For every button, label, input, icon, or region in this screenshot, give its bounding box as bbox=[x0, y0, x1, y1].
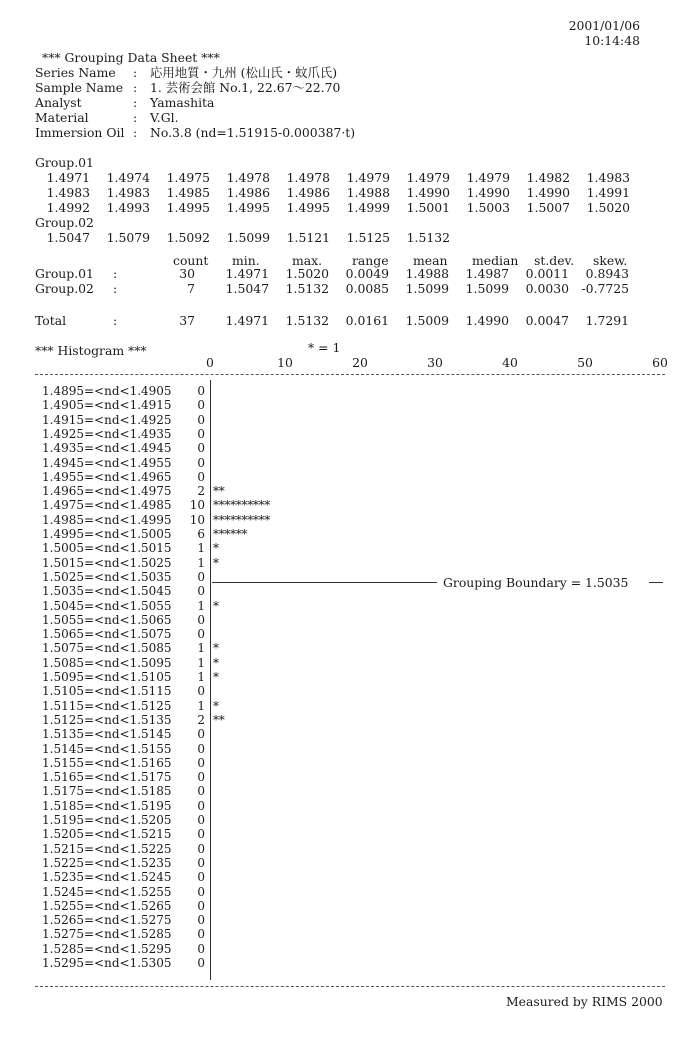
histogram-tick-label: 0 bbox=[206, 355, 214, 370]
group-value: 1.5020 bbox=[586, 200, 630, 215]
histogram-bin-range: 1.4925=<nd<1.4935 bbox=[42, 426, 172, 441]
stats-total-cell: 1.5132 bbox=[285, 313, 329, 328]
group-value: 1.4990 bbox=[466, 185, 510, 200]
info-sep: : bbox=[133, 80, 138, 95]
stats-total-cell: 37 bbox=[179, 313, 195, 328]
grouping-boundary-tail bbox=[649, 582, 663, 583]
divider-top bbox=[35, 374, 665, 375]
histogram-bin-range: 1.5005=<nd<1.5015 bbox=[42, 541, 172, 556]
histogram-bin-range: 1.5185=<nd<1.5195 bbox=[42, 798, 172, 813]
group-value: 1.4975 bbox=[166, 170, 210, 185]
histogram-bin-range: 1.5155=<nd<1.5165 bbox=[42, 755, 172, 770]
histogram-bin-count: 1 bbox=[197, 655, 205, 670]
histogram-bin-count: 0 bbox=[197, 841, 205, 856]
stats-cell: 1.5132 bbox=[285, 281, 329, 296]
stats-header: st.dev. bbox=[534, 253, 575, 268]
group-value: 1.4990 bbox=[406, 185, 450, 200]
stats-header: min. bbox=[232, 253, 260, 268]
histogram-bin-range: 1.4995=<nd<1.5005 bbox=[42, 527, 172, 541]
footer-note: Measured by RIMS 2000 bbox=[506, 994, 663, 1009]
histogram-bin-count: 6 bbox=[197, 527, 205, 541]
histogram-bin-count: 0 bbox=[197, 770, 205, 785]
histogram-bar: * bbox=[213, 641, 219, 656]
stats-total-cell: 0.0161 bbox=[345, 313, 389, 328]
histogram-bin-range: 1.5035=<nd<1.5045 bbox=[42, 584, 172, 599]
histogram-bin-range: 1.5165=<nd<1.5175 bbox=[42, 770, 172, 785]
histogram-bin-count: 0 bbox=[197, 898, 205, 913]
histogram-bin-range: 1.5015=<nd<1.5025 bbox=[42, 555, 172, 570]
histogram-bin-count: 0 bbox=[197, 469, 205, 484]
group-value: 1.4993 bbox=[106, 200, 150, 215]
histogram-bin-range: 1.4915=<nd<1.4925 bbox=[42, 412, 172, 427]
histogram-bar: ****** bbox=[213, 527, 248, 541]
histogram-bar: * bbox=[213, 655, 219, 670]
histogram-bin-count: 0 bbox=[197, 455, 205, 470]
histogram-bar: * bbox=[213, 670, 219, 684]
group-value: 1.5125 bbox=[346, 230, 390, 245]
grouping-boundary-line bbox=[212, 582, 437, 583]
histogram-bin-count: 1 bbox=[197, 555, 205, 570]
histogram-axis-line bbox=[210, 380, 211, 980]
histogram-bin-count: 0 bbox=[197, 441, 205, 456]
group-value: 1.4986 bbox=[226, 185, 270, 200]
histogram-bin-range: 1.5265=<nd<1.5275 bbox=[42, 913, 172, 928]
stats-total-cell: 1.5009 bbox=[405, 313, 449, 328]
stats-cell: 1.4971 bbox=[225, 266, 269, 281]
stats-cell: 1.5047 bbox=[225, 281, 269, 296]
histogram-bin-count: 0 bbox=[197, 941, 205, 956]
histogram-bin-range: 1.5075=<nd<1.5085 bbox=[42, 641, 172, 656]
histogram-bin-count: 0 bbox=[197, 426, 205, 441]
histogram-bin-count: 1 bbox=[197, 641, 205, 656]
histogram-bin-range: 1.5295=<nd<1.5305 bbox=[42, 956, 172, 970]
histogram-bin-count: 1 bbox=[197, 670, 205, 684]
group-value: 1.4988 bbox=[346, 185, 390, 200]
group-value: 1.4995 bbox=[286, 200, 330, 215]
histogram-tick-label: 30 bbox=[427, 355, 443, 370]
histogram-bin-range: 1.5025=<nd<1.5035 bbox=[42, 569, 172, 584]
stats-header: max. bbox=[292, 253, 323, 268]
group-value: 1.4992 bbox=[46, 200, 90, 215]
histogram-scale-note: * = 1 bbox=[308, 340, 341, 355]
histogram-bin-count: 0 bbox=[197, 755, 205, 770]
info-sep: : bbox=[133, 65, 138, 80]
histogram-bar: * bbox=[213, 541, 219, 556]
histogram-bin-count: 0 bbox=[197, 884, 205, 899]
histogram-bin-range: 1.5055=<nd<1.5065 bbox=[42, 612, 172, 627]
histogram-tick-label: 50 bbox=[577, 355, 593, 370]
group-value: 1.5099 bbox=[226, 230, 270, 245]
histogram-bin-count: 10 bbox=[189, 512, 205, 527]
histogram-bin-count: 0 bbox=[197, 384, 205, 398]
group-value: 1.5121 bbox=[286, 230, 330, 245]
histogram-bin-range: 1.4905=<nd<1.4915 bbox=[42, 398, 172, 413]
group-value: 1.5001 bbox=[406, 200, 450, 215]
histogram-bin-range: 1.5095=<nd<1.5105 bbox=[42, 670, 172, 684]
histogram-bin-range: 1.5245=<nd<1.5255 bbox=[42, 884, 172, 899]
histogram-bin-count: 1 bbox=[197, 698, 205, 713]
histogram-bin-count: 0 bbox=[197, 913, 205, 928]
histogram-bin-range: 1.5115=<nd<1.5125 bbox=[42, 698, 172, 713]
group-value: 1.5132 bbox=[406, 230, 450, 245]
group-value: 1.5047 bbox=[46, 230, 90, 245]
stats-total-cell: 1.7291 bbox=[585, 313, 629, 328]
histogram-bin-count: 2 bbox=[197, 484, 205, 499]
histogram-bin-count: 1 bbox=[197, 598, 205, 613]
group-value: 1.4982 bbox=[526, 170, 570, 185]
histogram-bin-count: 0 bbox=[197, 741, 205, 756]
histogram-bin-range: 1.4975=<nd<1.4985 bbox=[42, 498, 172, 513]
histogram-bin-count: 0 bbox=[197, 813, 205, 827]
stats-cell: 0.0011 bbox=[525, 266, 569, 281]
stats-header: range bbox=[352, 253, 389, 268]
stats-row-sep: : bbox=[113, 266, 118, 281]
histogram-bin-range: 1.4935=<nd<1.4945 bbox=[42, 441, 172, 456]
histogram-bin-range: 1.5205=<nd<1.5215 bbox=[42, 827, 172, 842]
histogram-bin-count: 10 bbox=[189, 498, 205, 513]
histogram-bin-count: 1 bbox=[197, 541, 205, 556]
histogram-bin-range: 1.5255=<nd<1.5265 bbox=[42, 898, 172, 913]
histogram-bin-count: 0 bbox=[197, 412, 205, 427]
group-value: 1.5092 bbox=[166, 230, 210, 245]
info-label-sample: Sample Name bbox=[35, 80, 124, 95]
group-value: 1.4999 bbox=[346, 200, 390, 215]
stats-cell: 30 bbox=[179, 266, 195, 281]
stats-cell: 7 bbox=[187, 281, 195, 296]
histogram-bin-range: 1.5195=<nd<1.5205 bbox=[42, 813, 172, 827]
stats-cell: 1.5020 bbox=[285, 266, 329, 281]
stats-cell: 1.4987 bbox=[465, 266, 509, 281]
stats-cell: 1.5099 bbox=[405, 281, 449, 296]
histogram-title: *** Histogram *** bbox=[35, 343, 147, 358]
histogram-bin-count: 2 bbox=[197, 712, 205, 727]
histogram-bar: * bbox=[213, 698, 219, 713]
group-value: 1.5003 bbox=[466, 200, 510, 215]
sheet-title: *** Grouping Data Sheet *** bbox=[42, 50, 220, 65]
histogram-bin-range: 1.5045=<nd<1.5055 bbox=[42, 598, 172, 613]
stats-header: mean bbox=[413, 253, 448, 268]
stats-cell: 0.8943 bbox=[585, 266, 629, 281]
histogram-bin-count: 0 bbox=[197, 684, 205, 699]
histogram-bar: * bbox=[213, 555, 219, 570]
info-value-oil: No.3.8 (nd=1.51915-0.000387·t) bbox=[150, 125, 356, 140]
histogram-bin-count: 0 bbox=[197, 956, 205, 970]
group-value: 1.4990 bbox=[526, 185, 570, 200]
info-sep: : bbox=[133, 125, 138, 140]
group-value: 1.4983 bbox=[46, 185, 90, 200]
report-date: 2001/01/06 bbox=[568, 18, 640, 33]
info-sep: : bbox=[133, 95, 138, 110]
histogram-bin-count: 0 bbox=[197, 627, 205, 642]
histogram-bin-count: 0 bbox=[197, 569, 205, 584]
histogram-bin-range: 1.5175=<nd<1.5185 bbox=[42, 784, 172, 799]
histogram-bar: ** bbox=[213, 484, 225, 499]
group-value: 1.4971 bbox=[46, 170, 90, 185]
group-name: Group.02 bbox=[35, 215, 94, 230]
report-time: 10:14:48 bbox=[584, 33, 640, 48]
histogram-bin-range: 1.5105=<nd<1.5115 bbox=[42, 684, 172, 699]
group-value: 1.4986 bbox=[286, 185, 330, 200]
histogram-bin-count: 0 bbox=[197, 398, 205, 413]
histogram-bin-range: 1.5145=<nd<1.5155 bbox=[42, 741, 172, 756]
histogram-bin-range: 1.5275=<nd<1.5285 bbox=[42, 927, 172, 942]
stats-cell: 1.4988 bbox=[405, 266, 449, 281]
stats-header: skew. bbox=[593, 253, 628, 268]
stats-cell: 0.0030 bbox=[525, 281, 569, 296]
histogram-bin-count: 0 bbox=[197, 827, 205, 842]
histogram-bar: ** bbox=[213, 712, 225, 727]
histogram-bin-count: 0 bbox=[197, 927, 205, 942]
histogram-tick-label: 60 bbox=[652, 355, 668, 370]
stats-cell: 0.0085 bbox=[345, 281, 389, 296]
histogram-tick-label: 10 bbox=[277, 355, 293, 370]
group-value: 1.5007 bbox=[526, 200, 570, 215]
info-value-material: V.Gl. bbox=[150, 110, 179, 125]
histogram-bin-range: 1.5285=<nd<1.5295 bbox=[42, 941, 172, 956]
histogram-bin-range: 1.4985=<nd<1.4995 bbox=[42, 512, 172, 527]
histogram-bin-range: 1.4955=<nd<1.4965 bbox=[42, 469, 172, 484]
stats-row-sep: : bbox=[113, 281, 118, 296]
info-label-series: Series Name bbox=[35, 65, 116, 80]
stats-total-label: Total bbox=[35, 313, 67, 328]
histogram-bin-range: 1.5215=<nd<1.5225 bbox=[42, 841, 172, 856]
group-value: 1.4983 bbox=[586, 170, 630, 185]
histogram-bin-count: 0 bbox=[197, 727, 205, 742]
group-value: 1.5079 bbox=[106, 230, 150, 245]
info-value-sample: 1. 芸術会館 No.1, 22.67～22.70 bbox=[150, 80, 341, 95]
stats-header: median bbox=[472, 253, 519, 268]
stats-cell: -0.7725 bbox=[581, 281, 629, 296]
stats-total-sep: : bbox=[113, 313, 118, 328]
histogram-bar: ********** bbox=[213, 498, 271, 513]
histogram-bin-range: 1.5235=<nd<1.5245 bbox=[42, 870, 172, 885]
group-value: 1.4995 bbox=[166, 200, 210, 215]
info-label-material: Material bbox=[35, 110, 89, 125]
histogram-bin-range: 1.5125=<nd<1.5135 bbox=[42, 712, 172, 727]
histogram-bin-count: 0 bbox=[197, 584, 205, 599]
group-value: 1.4983 bbox=[106, 185, 150, 200]
stats-header: count bbox=[173, 253, 209, 268]
histogram-bar: ********** bbox=[213, 512, 271, 527]
group-value: 1.4979 bbox=[406, 170, 450, 185]
histogram-bin-count: 0 bbox=[197, 855, 205, 870]
stats-row-label: Group.01 bbox=[35, 266, 94, 281]
histogram-bin-range: 1.4945=<nd<1.4955 bbox=[42, 455, 172, 470]
info-sep: : bbox=[133, 110, 138, 125]
histogram-bin-count: 0 bbox=[197, 784, 205, 799]
histogram-bin-count: 0 bbox=[197, 798, 205, 813]
stats-row-label: Group.02 bbox=[35, 281, 94, 296]
stats-total-cell: 0.0047 bbox=[525, 313, 569, 328]
grouping-boundary-label: Grouping Boundary = 1.5035 bbox=[443, 575, 629, 590]
group-value: 1.4978 bbox=[226, 170, 270, 185]
histogram-tick-label: 40 bbox=[502, 355, 518, 370]
group-value: 1.4979 bbox=[346, 170, 390, 185]
info-label-analyst: Analyst bbox=[35, 95, 82, 110]
group-value: 1.4995 bbox=[226, 200, 270, 215]
group-value: 1.4974 bbox=[106, 170, 150, 185]
stats-total-cell: 1.4971 bbox=[225, 313, 269, 328]
info-value-analyst: Yamashita bbox=[150, 95, 215, 110]
group-value: 1.4985 bbox=[166, 185, 210, 200]
histogram-bin-range: 1.5225=<nd<1.5235 bbox=[42, 855, 172, 870]
histogram-bin-range: 1.4895=<nd<1.4905 bbox=[42, 384, 172, 398]
group-value: 1.4978 bbox=[286, 170, 330, 185]
group-value: 1.4991 bbox=[586, 185, 630, 200]
stats-total-cell: 1.4990 bbox=[465, 313, 509, 328]
histogram-bin-count: 0 bbox=[197, 870, 205, 885]
stats-cell: 0.0049 bbox=[345, 266, 389, 281]
histogram-bin-range: 1.5065=<nd<1.5075 bbox=[42, 627, 172, 642]
histogram-bin-range: 1.5085=<nd<1.5095 bbox=[42, 655, 172, 670]
info-label-oil: Immersion Oil bbox=[35, 125, 125, 140]
info-value-series: 応用地質・九州 (松山氏・蚊爪氏) bbox=[150, 65, 338, 80]
divider-bottom bbox=[35, 986, 665, 987]
histogram-tick-label: 20 bbox=[352, 355, 368, 370]
group-value: 1.4979 bbox=[466, 170, 510, 185]
group-name: Group.01 bbox=[35, 155, 94, 170]
histogram-bin-range: 1.5135=<nd<1.5145 bbox=[42, 727, 172, 742]
stats-cell: 1.5099 bbox=[465, 281, 509, 296]
histogram-bin-range: 1.4965=<nd<1.4975 bbox=[42, 484, 172, 499]
histogram-bin-count: 0 bbox=[197, 612, 205, 627]
histogram-bar: * bbox=[213, 598, 219, 613]
